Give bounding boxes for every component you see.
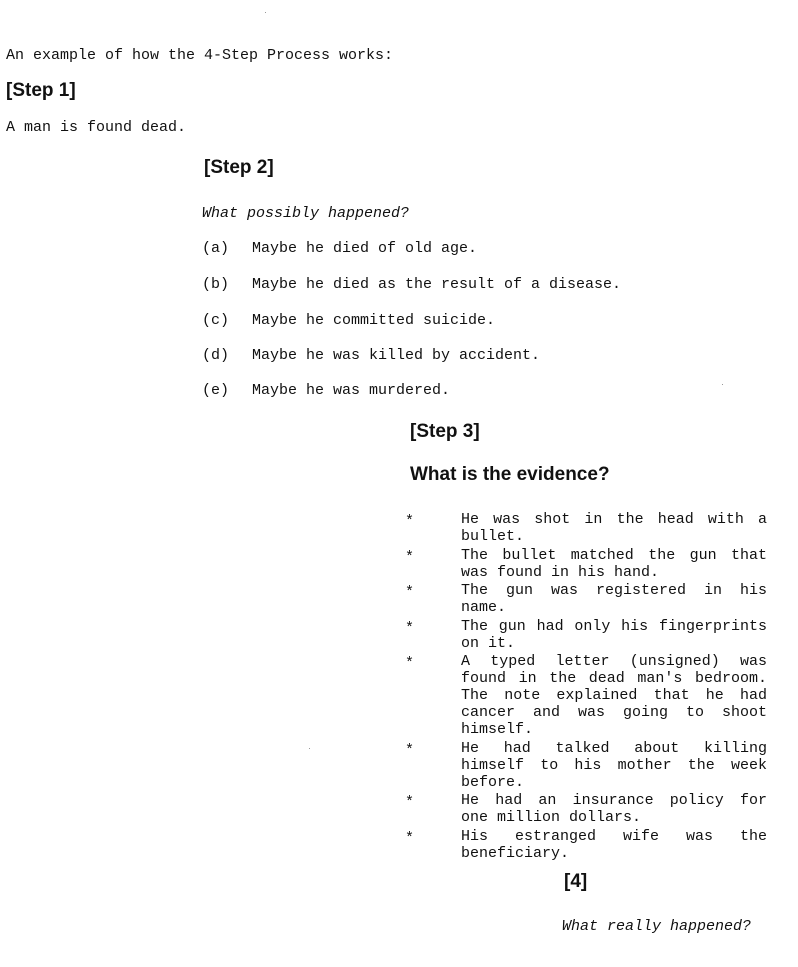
option-text: Maybe he died of old age. — [252, 240, 478, 257]
bullet-star: * — [405, 513, 415, 530]
option-item — [202, 240, 477, 257]
evidence-text: The gun was registered in his name. — [461, 582, 767, 616]
scan-speck — [309, 748, 310, 749]
evidence-item — [405, 740, 767, 791]
evidence-item — [405, 511, 767, 545]
bullet-star: * — [405, 619, 415, 637]
evidence-item — [405, 582, 767, 616]
option-letter: (d) — [202, 347, 230, 364]
bullet-star: * — [405, 829, 415, 847]
bullet-star: * — [405, 741, 415, 759]
option-letter: (b) — [202, 276, 230, 293]
step1-heading: [Step 1] — [6, 80, 76, 101]
option-letter: (c) — [202, 312, 230, 329]
evidence-text: He was shot in the head with a bullet. — [461, 511, 767, 545]
evidence-text: A typed letter (unsigned) was found in the dead man's bedroom. The note explained that he had cancer and was going to shoot himself. — [461, 653, 767, 738]
evidence-item — [405, 792, 767, 826]
step2-heading: [Step 2] — [204, 157, 274, 178]
option-letter: (e) — [202, 382, 230, 399]
evidence-text: His estranged wife was the beneficiary. — [461, 827, 767, 862]
option-text: Maybe he committed suicide. — [252, 312, 496, 329]
evidence-item — [405, 618, 767, 652]
step3-heading: [Step 3] — [410, 421, 480, 442]
bullet-star: * — [405, 548, 415, 566]
bullet-star: * — [405, 655, 415, 672]
evidence-text: He had an insurance policy for one million dollars. — [461, 792, 767, 826]
option-text: Maybe he was murdered. — [252, 382, 451, 399]
evidence-text: The gun had only his fingerprints on it. — [461, 617, 767, 652]
bullet-star: * — [405, 794, 415, 811]
step1-text: A man is found dead. — [6, 119, 187, 136]
option-item — [202, 276, 621, 293]
step4-question: What really happened? — [562, 918, 752, 935]
option-letter: (a) — [202, 240, 230, 257]
evidence-item — [405, 547, 767, 581]
step3-question: What is the evidence? — [410, 464, 610, 485]
evidence-item — [405, 828, 767, 862]
scan-speck — [265, 12, 266, 13]
evidence-text: He had talked about killing himself to his mother the week before. — [461, 739, 767, 791]
option-item — [202, 312, 495, 329]
option-text: Maybe he was killed by accident. — [252, 347, 541, 364]
option-text: Maybe he died as the result of a disease. — [252, 276, 622, 293]
scan-speck — [722, 384, 723, 385]
bullet-star: * — [405, 584, 415, 601]
evidence-list — [405, 511, 767, 863]
step4-heading: [4] — [564, 871, 588, 892]
evidence-item — [405, 653, 767, 738]
intro-text: An example of how the 4-Step Process works: — [6, 47, 394, 64]
evidence-text: The bullet matched the gun that was found in his hand. — [461, 546, 767, 581]
option-item — [202, 382, 450, 399]
step2-question: What possibly happened? — [202, 205, 410, 222]
option-item — [202, 347, 540, 364]
